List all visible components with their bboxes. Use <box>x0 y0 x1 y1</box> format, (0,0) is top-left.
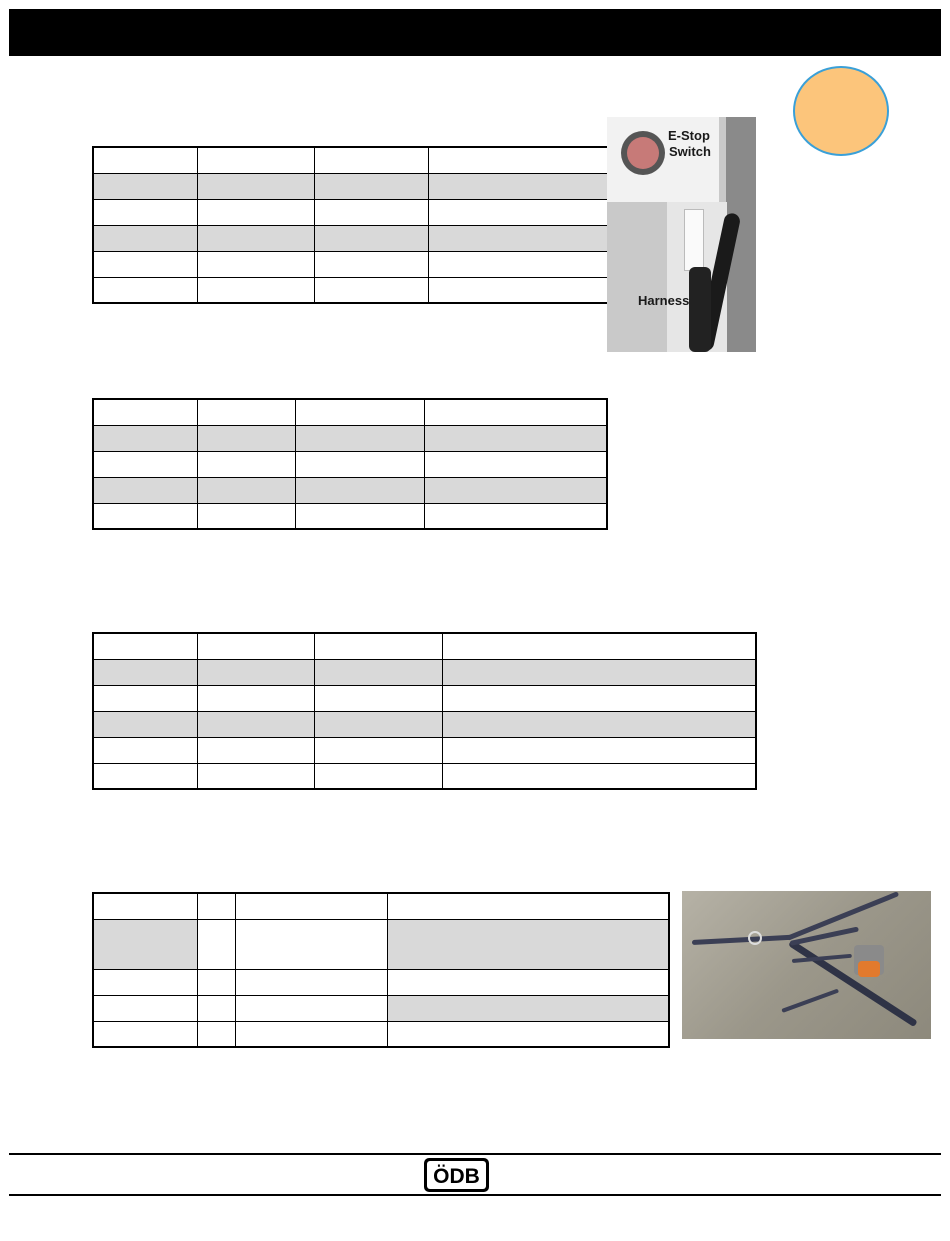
table-row <box>93 919 669 969</box>
harness-photo <box>682 891 931 1039</box>
table-row <box>93 737 756 763</box>
svg-text:ÖDB: ÖDB <box>433 1165 480 1187</box>
table-row <box>93 969 669 995</box>
section-badge <box>793 66 889 156</box>
table-row <box>93 477 607 503</box>
table-row <box>93 893 669 919</box>
switch-label: Switch <box>669 144 711 159</box>
table-row <box>93 633 756 659</box>
table-row <box>93 425 607 451</box>
table-row <box>93 173 611 199</box>
table-row <box>93 503 607 529</box>
table-row <box>93 1021 669 1047</box>
estop-switch-photo <box>607 117 756 352</box>
footer-rule-bottom <box>9 1194 941 1196</box>
harness-label: Harness <box>638 293 690 308</box>
table-row <box>93 685 756 711</box>
header-bar <box>9 9 941 56</box>
wiring-table-3 <box>92 632 757 790</box>
table-row <box>93 225 611 251</box>
table-row <box>93 659 756 685</box>
table-row <box>93 451 607 477</box>
footer-rule-top <box>9 1153 941 1155</box>
table-row <box>93 277 611 303</box>
wiring-table-1 <box>92 146 612 304</box>
estop-label: E-Stop <box>668 128 710 143</box>
table-row <box>93 147 611 173</box>
table-row <box>93 399 607 425</box>
odb-logo <box>424 1158 489 1192</box>
wiring-table-4 <box>92 892 670 1048</box>
table-row <box>93 199 611 225</box>
table-row <box>93 995 669 1021</box>
wiring-table-2 <box>92 398 608 530</box>
table-row <box>93 763 756 789</box>
table-row <box>93 251 611 277</box>
odb-logo-mark <box>429 1163 484 1187</box>
table-row <box>93 711 756 737</box>
